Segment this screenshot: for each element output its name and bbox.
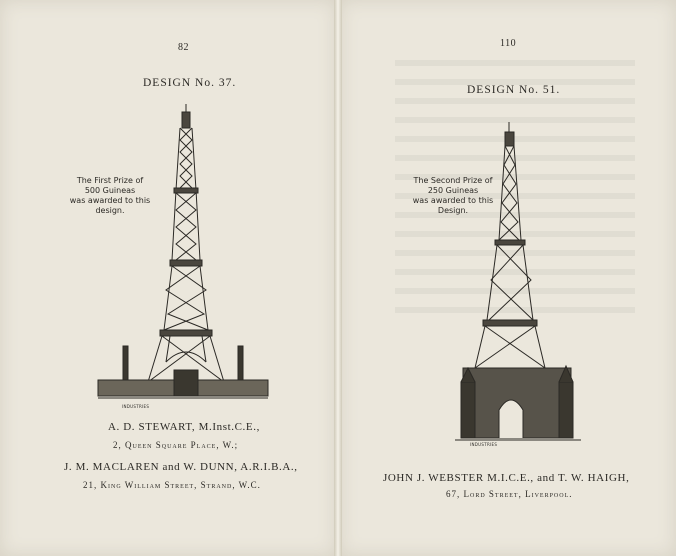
engraving-label: INDUSTRIES xyxy=(470,442,498,447)
design-title: DESIGN No. 37. xyxy=(143,77,237,89)
designer-credit: A. D. STEWART, M.Inst.C.E., xyxy=(108,421,260,433)
prize-note: The Second Prize of 250 Guineas was awarded to this Design. xyxy=(412,176,494,215)
prize-note: The First Prize of 500 Guineas was awarded to this design. xyxy=(69,176,151,215)
design-title: DESIGN No. 51. xyxy=(467,84,561,96)
tower-engraving xyxy=(90,100,270,412)
page-number: 110 xyxy=(500,38,517,49)
page-number: 82 xyxy=(178,42,189,53)
designer-address: 2, Queen Square Place, W.; xyxy=(113,440,239,450)
architect-credit: J. M. MACLAREN and W. DUNN, A.R.I.B.A., xyxy=(64,461,298,473)
tower-engraving xyxy=(455,120,585,448)
engraving-label: INDUSTRIES xyxy=(122,404,150,409)
designer-address: 67, Lord Street, Liverpool. xyxy=(446,489,573,499)
designer-credit: JOHN J. WEBSTER M.I.C.E., and T. W. HAIGH, xyxy=(383,472,630,484)
architect-address: 21, King William Street, Strand, W.C. xyxy=(83,480,261,490)
book-gutter xyxy=(334,0,342,556)
